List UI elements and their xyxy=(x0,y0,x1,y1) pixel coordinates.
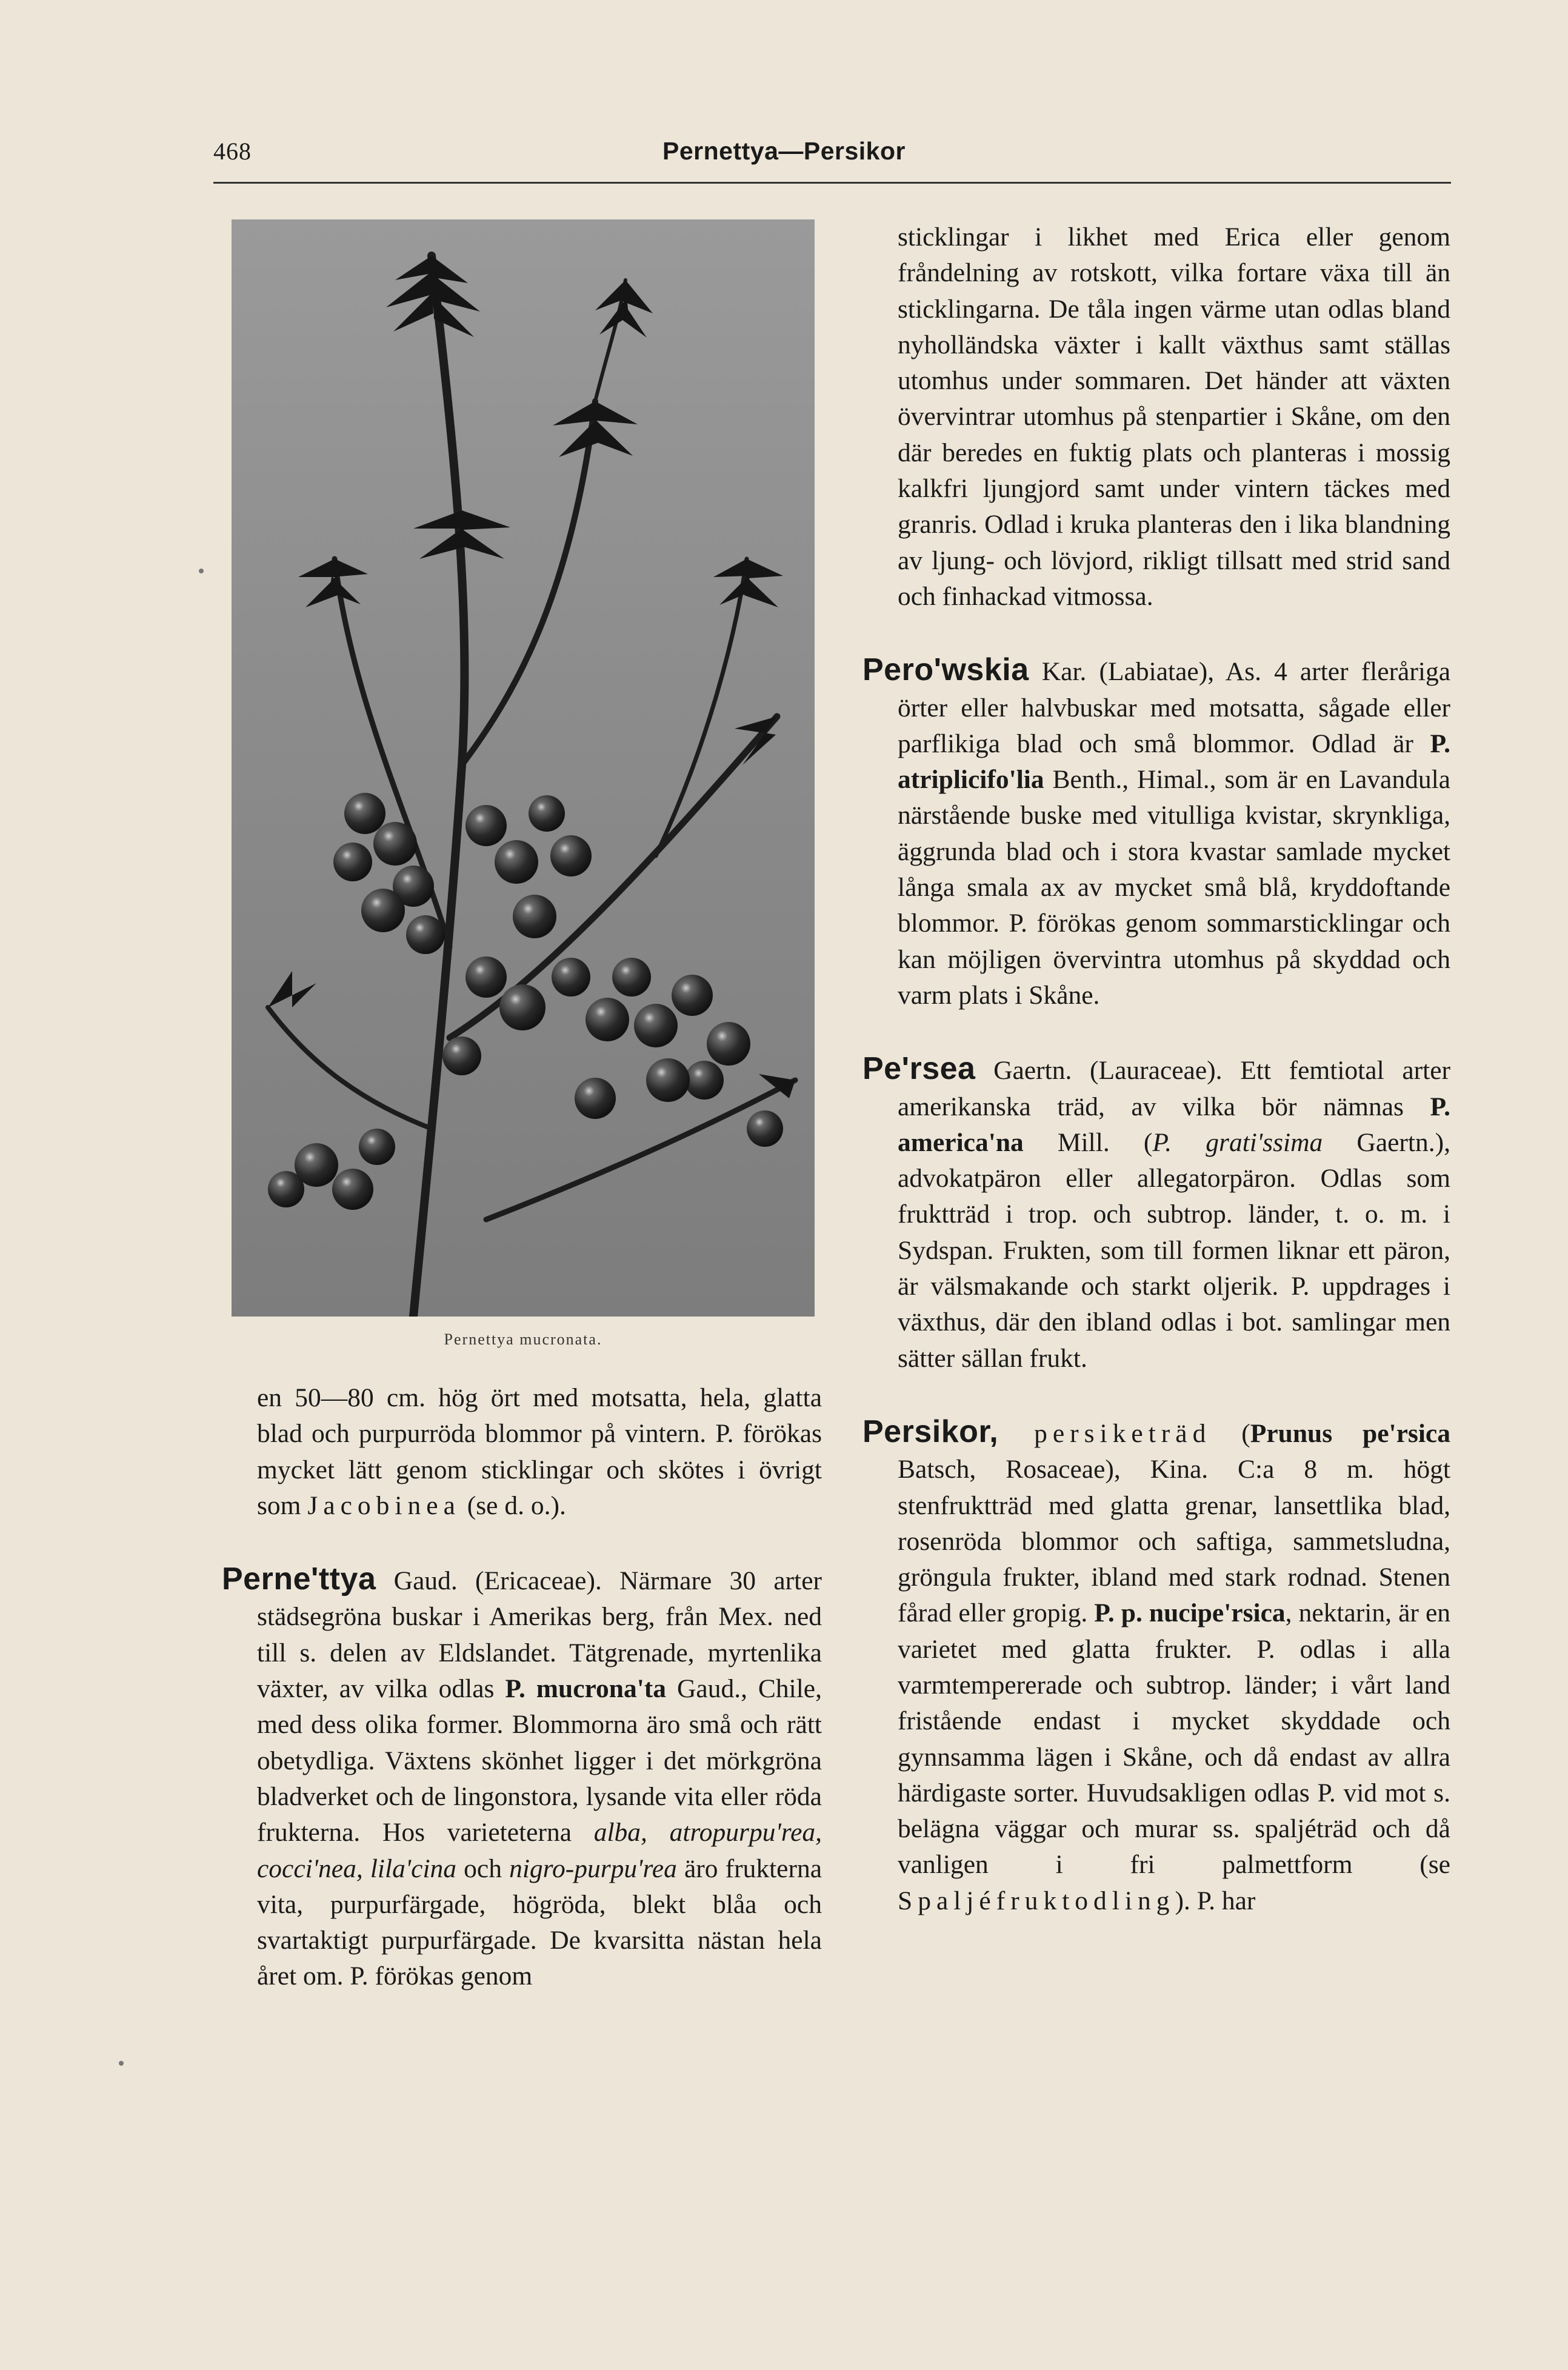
left-column xyxy=(222,1380,822,1995)
right-column xyxy=(862,219,1450,1919)
continuation-paragraph: sticklingar i likhet med Erica eller genom fråndelning av rotskott, vilka fortare växa till än sticklingarna. De tåla ingen värme utan odlas bland nyholländska växter i kallt växthus samt ställas utomhus under sommaren. Det händer att växten övervintrar utomhus på stenpartier i Skåne, om den där beredes en fuktig plats och planteras i mossig kalkfri ljungjord samt under vintern täckes med granris. Odlad i kruka planteras den i lika blandning av ljung- och lövjord, rikligt tillsatt med strid sand och finhackad vitmossa. xyxy=(898,222,1450,611)
page-number: 468 xyxy=(213,138,252,165)
entry-persikor: Persikor, persiketräd (Prunus pe'rsica Batsch, Rosaceae), Kina. C:a 8 m. högt stenfruktträd med glatta grenar, lansettlika blad, rosenröda blommor och saftiga, sammetsludna, gröngula frukter, ibland med stark rodnad. Stenen fårad eller gropig. P. p. nucipe'rsica, nektarin, är en varietet med glatta frukter. P. odlas i alla varmtempererade och subtrop. länder; i vårt land fristående endast i mycket skyddade och gynnsamma lägen i Skåne, och då endast av allra härdigaste sorter. Huvudsakligen odlas P. vid mot s. belägna väggar och murar ss. spaljéträd och då vanligen i fri palmettform (se Spaljéfruktodling). P. har xyxy=(862,1414,1450,1915)
entry-headword: Persikor, xyxy=(862,1414,999,1449)
entry-perowskia: Pero'wskia Kar. (Labiatae), As. 4 arter fleråriga örter eller halvbuskar med motsatta, sågade eller parflikiga blad och små blommor. Odlad är P. atriplicifo'lia Benth., Himal., som är en Lavandula närstående buske med vitulliga kvistar, skrynkliga, äggrunda blad och i stora kvastar samlade mycket långa smala ax av mycket små blå, kryddoftande blommor. P. förökas genom sommarsticklingar och kan möjligen övervintra utomhus på skyddad och varm plats i Skåne. xyxy=(862,652,1450,1010)
header-rule xyxy=(213,182,1451,184)
entry-pernettya: Perne'ttya Gaud. (Ericaceae). Närmare 30 arter städsegröna buskar i Amerikas berg, från Mex. ned till s. delen av Eldslandet. Tätgrenade, myrtenlika växter, av vilka odlas P. mucrona'ta Gaud., Chile, med dess olika former. Blommorna äro små och rätt obetydliga. Växtens skönhet ligger i det mörkgröna bladverket och de lingonstora, lysande vita eller röda frukterna. Hos varieteterna alba, atropurpu'rea, cocci'nea, lila'cina och nigro-purpu'rea äro frukterna vita, purpurfärgade, högröda, blekt blåa och svartaktigt purpurfärgade. De kvarsitta nästan hela året om. P. förökas genom xyxy=(222,1561,822,1991)
pernettya-illustration xyxy=(232,219,815,1317)
entry-headword: Pero'wskia xyxy=(862,652,1029,688)
margin-mark xyxy=(119,2061,124,2066)
running-title: Pernettya—Persikor xyxy=(662,137,906,165)
margin-mark xyxy=(199,569,204,573)
entry-headword: Pe'rsea xyxy=(862,1051,976,1087)
entry-persea: Pe'rsea Gaertn. (Lauraceae). Ett femtiotal arter amerikanska träd, av vilka bör nämnas P. america'na Mill. (P. grati'ssima Gaertn.), advokatpäron eller allegatorpäron. Odlas som fruktträd i trop. och subtrop. länder, t. o. m. i Sydspan. Frukten, som till formen liknar ett päron, är välsmakande och starkt oljerik. P. uppdrages i växthus, där den ibland odlas i bot. samlingar men sätter sällan frukt. xyxy=(862,1051,1450,1373)
continuation-paragraph: en 50—80 cm. hög ört med motsatta, hela, glatta blad och purpurröda blommor på vintern. P. förökas mycket lätt genom sticklingar och skötes i övrigt som Jacobinea (se d. o.). xyxy=(257,1383,822,1520)
entry-headword: Perne'ttya xyxy=(222,1561,376,1597)
figure-caption: Pernettya mucronata. xyxy=(444,1330,602,1348)
plant-photograph xyxy=(232,219,815,1317)
